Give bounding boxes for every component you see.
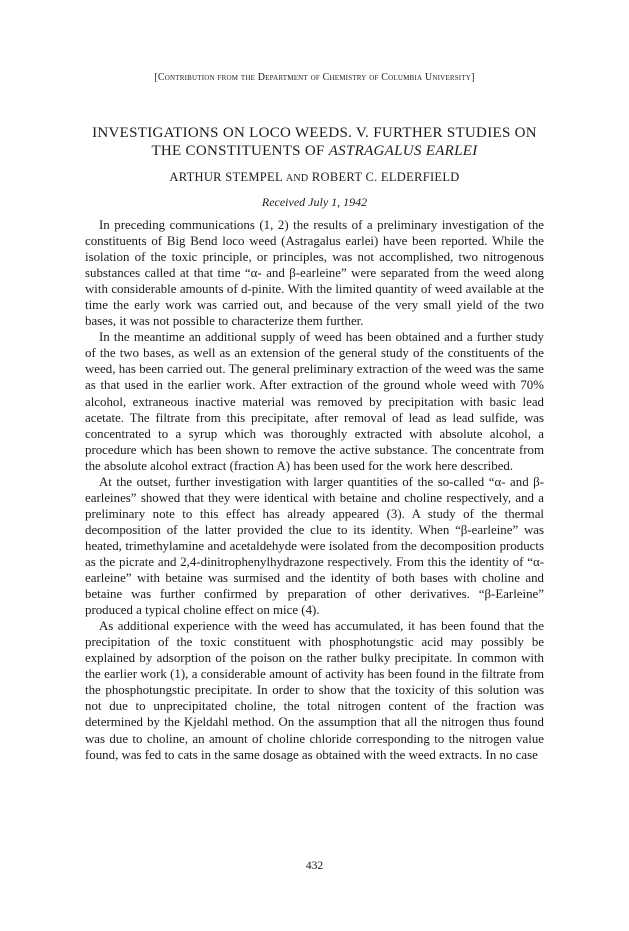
author-2: ROBERT C. ELDERFIELD [311, 170, 460, 184]
title-line-2 [40, 142, 589, 160]
page-number: 432 [305, 860, 324, 872]
article-title [40, 124, 589, 160]
title-line-2-prefix: THE CONSTITUENTS OF [151, 143, 329, 159]
title-line-1: INVESTIGATIONS ON LOCO WEEDS. V. FURTHER STUDIES ON [92, 125, 537, 141]
paragraph-3: At the outset, further investigation with larger quantities of the so-called “α- and β-earleines” showed that they were identical with betaine and choline respectively, and a preliminary note to this effect has already appeared (3). A study of the thermal decomposition of the latter provided the clue to its identity. When “β-earleine” was heated, trimethylamine and acetaldehyde were isolated from the decomposition products as the picrate and 2,4-dinitrophenylhydrazone respectively. From this the identity of “α-earleine” with betaine was surmised and the identity of both bases with choline and betaine was further confirmed by preparation of other derivatives. “β-Earleine” produced a typical choline effect on mice (4). [85, 474, 544, 618]
contribution-header: [Contribution from the Department of Chemistry of Columbia University] [154, 72, 475, 83]
article-body [85, 217, 544, 763]
title-species-name: ASTRAGALUS EARLEI [328, 143, 478, 159]
authors-and: AND [285, 173, 309, 184]
paragraph-4: As additional experience with the weed has accumulated, it has been found that the precipitation of the toxic constituent with phosphotungstic acid may possibly be explained by adsorption of the poison on the rather bulky precipitate. In common with the earlier work (1), a considerable amount of activity has been found in the filtrate from the phosphotungstic precipitate. In order to show that the toxicity of this solution was not due to unprecipitated choline, the total nitrogen content of the fraction was determined by the Kjeldahl method. On the assumption that all the nitrogen thus found was due to choline, an amount of choline chloride corresponding to the nitrogen value found, was fed to cats in the same dosage as obtained with the weed extracts. In no case [85, 619, 544, 762]
paragraph-1: In preceding communications (1, 2) the results of a preliminary investigation of the constituents of Big Bend loco weed (Astragalus earlei) have been reported. While the isolation of the toxic principle, or principles, was not accomplished, two nitrogenous substances called at that time “α- and β-earleine” were separated from the weed along with considerable amounts of d-pinite. With the limited quantity of weed available at the time the early work was carried out, and because of the very small yield of the two bases, it was not possible to characterize them further. [85, 218, 544, 329]
authors-line [0, 170, 629, 185]
received-date: Received July 1, 1942 [261, 195, 368, 209]
paragraph-2: In the meantime an additional supply of weed has been obtained and a further study of the two bases, as well as an extension of the general study of the constituents of the weed, has been carried out. The general preliminary extraction of the weed was the same as that used in the earlier work. After extraction of the ground whole weed with 70% alcohol, extraneous inactive material was removed by precipitation with basic lead acetate. The filtrate from this precipitate, after removal of lead as lead sulfide, was concentrated to a syrup which was thoroughly extracted with absolute alcohol, a procedure which has been shown to remove the active substance. The concentrate from the absolute alcohol extract (fraction A) has been used for the work here described. [85, 330, 544, 473]
author-1: ARTHUR STEMPEL [169, 170, 283, 184]
